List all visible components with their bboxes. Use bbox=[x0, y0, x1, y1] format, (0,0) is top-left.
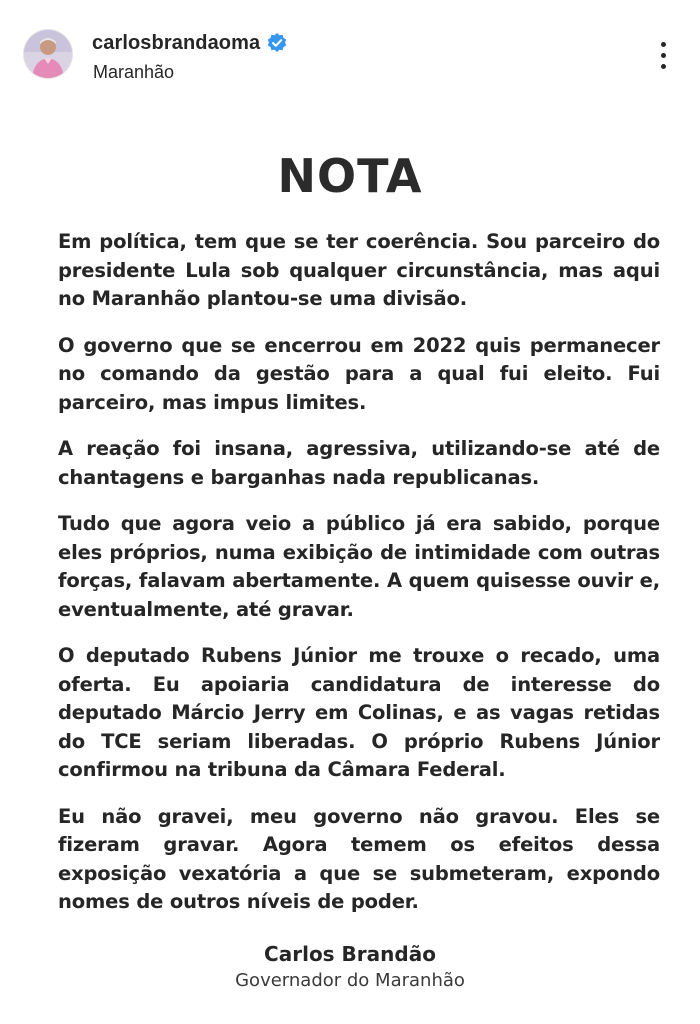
post-image bbox=[0, 100, 700, 1024]
post-header bbox=[0, 0, 700, 100]
profile-avatar[interactable] bbox=[24, 30, 72, 78]
username[interactable]: carlosbrandaoma bbox=[92, 31, 261, 54]
location-link[interactable]: Maranhão bbox=[93, 62, 175, 82]
paragraph-4: Tudo que agora veio a público já era sabido, porque eles próprios, numa exibição de intimidade com outras forças, falavam abertamente. A quem quisesse ouvir e, eventualmente, até gravar. bbox=[58, 512, 660, 621]
paragraph-1: Em política, tem que se ter coerência. Sou parceiro do presidente Lula sob qualquer circunstância, mas aqui no Maranhão plantou-se uma divisão. bbox=[58, 230, 660, 310]
paragraph-5: O deputado Rubens Júnior me trouxe o recado, uma oferta. Eu apoiaria candidatura de interesse do deputado Márcio Jerry em Colinas, e as vagas retidas do TCE seriam liberadas. O próprio Rubens Júnior confirmou na tribuna da Câmara Federal. bbox=[58, 644, 660, 781]
paragraph-6: Eu não gravei, meu governo não gravou. Eles se fizeram gravar. Agora temem os efeitos dessa exposição vexatória a que se submeteram, expondo nomes de outros níveis de poder. bbox=[58, 804, 660, 913]
more-options-icon[interactable] bbox=[650, 36, 678, 76]
note-body bbox=[58, 228, 660, 935]
signature-block bbox=[0, 940, 700, 994]
verified-badge-icon bbox=[266, 32, 288, 54]
signature-role: Governador do Maranhão bbox=[235, 970, 465, 991]
note-title: NOTA bbox=[277, 149, 423, 203]
paragraph-2: O governo que se encerrou em 2022 quis permanecer no comando da gestão para a qual fui eleito. Fui parceiro, mas impus limites. bbox=[58, 333, 660, 414]
signature-name: Carlos Brandão bbox=[264, 942, 436, 966]
paragraph-3: A reação foi insana, agressiva, utilizando-se até de chantagens e barganhas nada republicanas. bbox=[58, 437, 660, 489]
username-row bbox=[92, 30, 288, 56]
avatar-photo-icon bbox=[24, 30, 72, 78]
